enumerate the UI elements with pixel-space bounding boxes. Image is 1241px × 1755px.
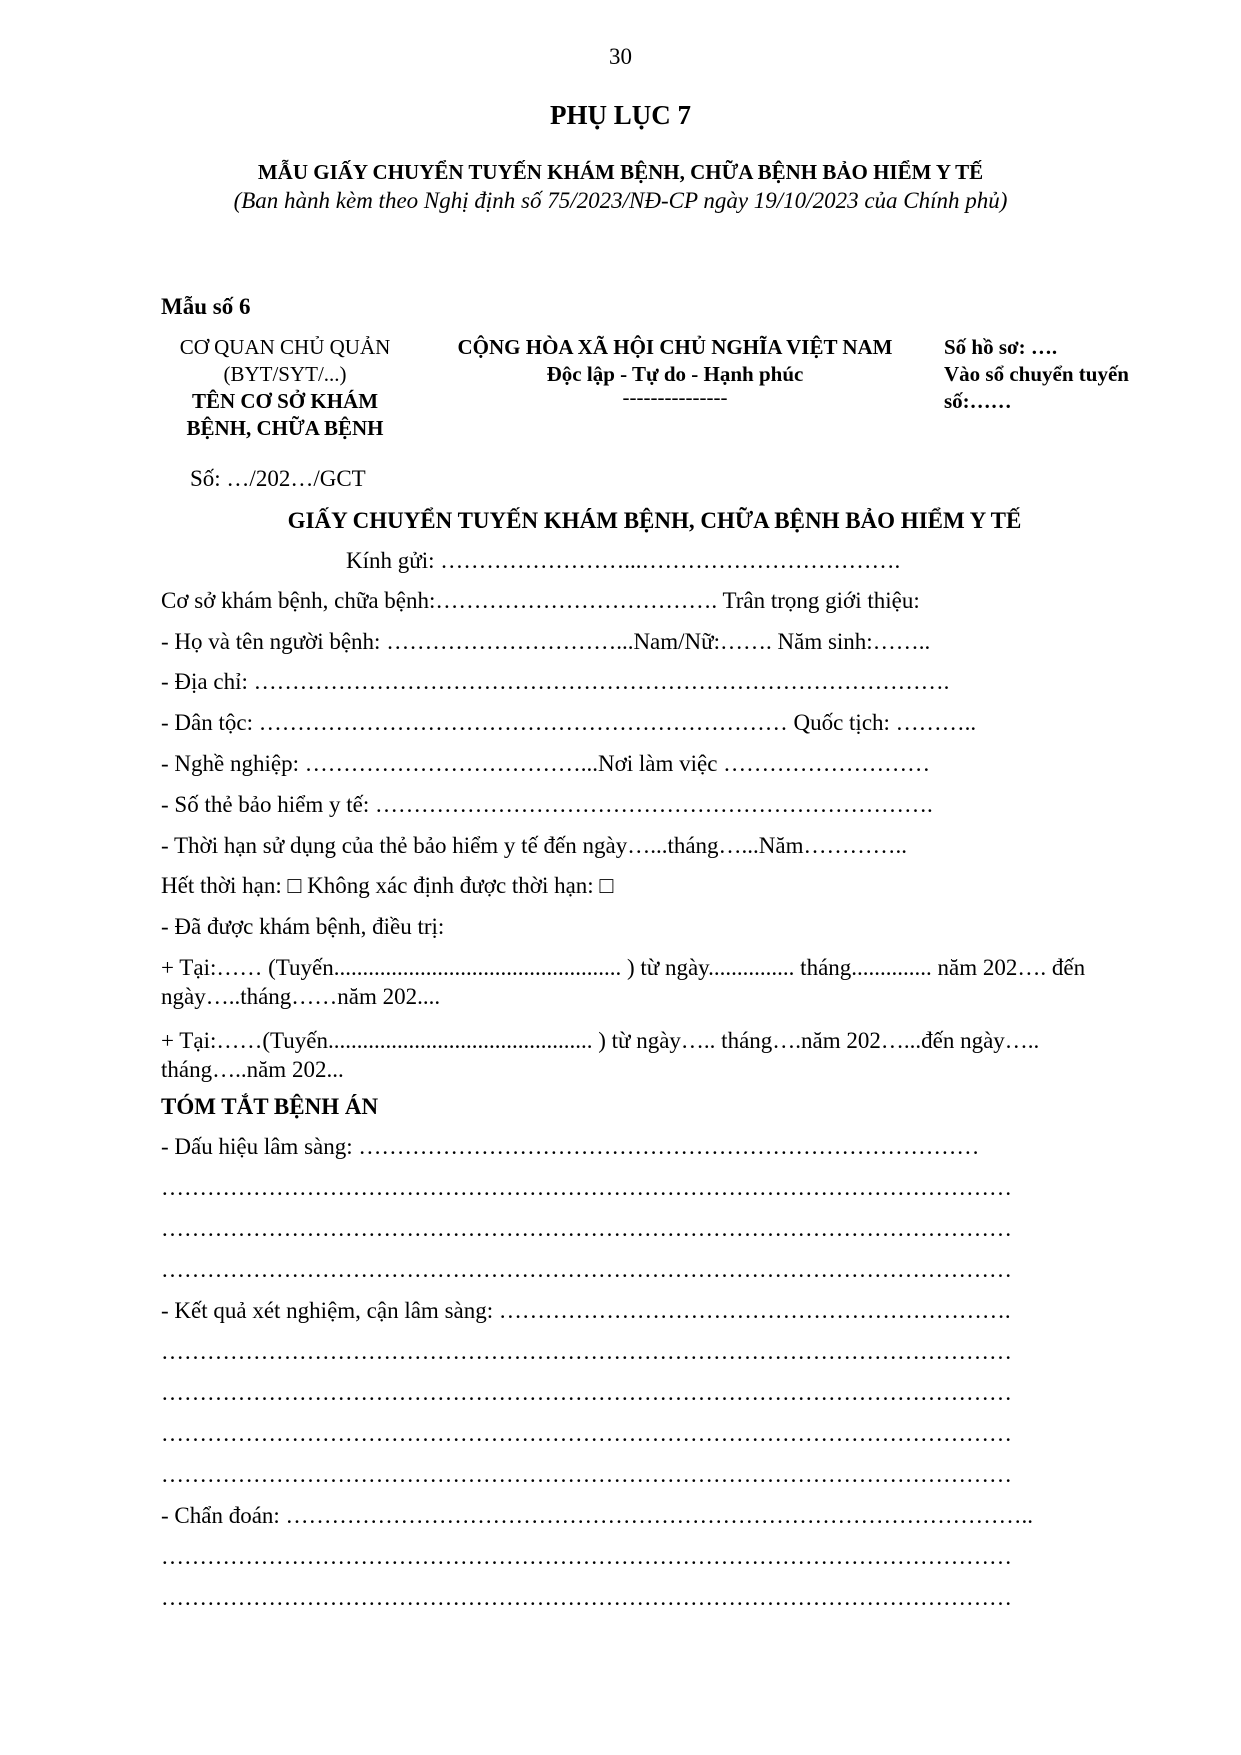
transfer-register-label: Vào sổ chuyển tuyến	[944, 362, 1129, 386]
facility-name-line2: BỆNH, CHỮA BỆNH	[186, 416, 384, 440]
diagnosis-field: - Chẩn đoán: ……………………………………………………………………………………..	[161, 1503, 1034, 1528]
lab-results-line: …………………………………………………………………………………………………	[161, 1380, 1012, 1405]
record-number: Số hồ sơ: ….	[944, 335, 1058, 359]
treatment-history-label: - Đã được khám bệnh, điều trị:	[161, 914, 445, 939]
lab-results-line: …………………………………………………………………………………………………	[161, 1421, 1012, 1446]
ethnicity-field: - Dân tộc: …………………………………………………………… Quốc tịch: ………..	[161, 710, 977, 735]
transfer-register-number: số:……	[944, 389, 1012, 413]
insurance-card-field: - Số thẻ bảo hiểm y tế: ……………………………………………………………….	[161, 792, 933, 817]
nation-name: CỘNG HÒA XÃ HỘI CHỦ NGHĨA VIỆT NAM	[457, 335, 893, 359]
lab-results-line: …………………………………………………………………………………………………	[161, 1339, 1012, 1364]
national-motto: Độc lập - Tự do - Hạnh phúc	[546, 362, 804, 386]
form-number: Mẫu số 6	[161, 294, 251, 319]
facility-name-line1: TÊN CƠ SỞ KHÁM	[191, 389, 379, 413]
clinical-signs-line: …………………………………………………………………………………………………	[161, 1216, 1012, 1241]
lab-results-line: …………………………………………………………………………………………………	[161, 1462, 1012, 1487]
recipient-field: Kính gửi: ……………………...…………………………….	[346, 548, 901, 573]
issuing-agency-block	[150, 334, 420, 442]
document-number: Số: …/202…/GCT	[190, 466, 366, 491]
document-title: GIẤY CHUYỂN TUYẾN KHÁM BỆNH, CHỮA BỆNH BẢO HIỂM Y TẾ	[287, 508, 1022, 533]
facility-field: Cơ sở khám bệnh, chữa bệnh:………………………………. Trân trọng giới thiệu:	[161, 588, 920, 613]
record-number-block	[944, 334, 1184, 415]
treatment-place-2: + Tại:……(Tuyến.............................................. ) từ ngày….. tháng….năm 202…...đến ngày….. tháng…..năm 202...	[161, 1028, 1040, 1082]
card-validity-field: - Thời hạn sử dụng của thẻ bảo hiểm y tế đến ngày…...tháng…...Năm…………..	[161, 833, 908, 858]
address-field: - Địa chỉ: ……………………………………………………………………………….	[161, 669, 950, 694]
heading-divider: ---------------	[622, 385, 728, 409]
clinical-signs-field: - Dấu hiệu lâm sàng: ………………………………………………………………………	[161, 1134, 980, 1159]
diagnosis-line: …………………………………………………………………………………………………	[161, 1585, 1012, 1610]
governing-agency: CƠ QUAN CHỦ QUẢN	[179, 335, 391, 359]
national-heading	[430, 334, 920, 409]
diagnosis-line: …………………………………………………………………………………………………	[161, 1544, 1012, 1569]
page-number: 30	[609, 44, 632, 69]
treatment-place-1: + Tại:…… (Tuyến.................................................. ) từ ngày............... tháng.............. năm 202…. đến ngày…..tháng……năm 202....	[161, 955, 1086, 1009]
appendix-title: PHỤ LỤC 7	[550, 100, 691, 130]
lab-results-field: - Kết quả xét nghiệm, cận lâm sàng: ………………………………………………………….	[161, 1298, 1011, 1323]
case-summary-title: TÓM TẮT BỆNH ÁN	[161, 1094, 379, 1119]
occupation-field: - Nghề nghiệp: ………………………………...Nơi làm việc ………………………	[161, 751, 931, 776]
form-title: MẪU GIẤY CHUYỂN TUYẾN KHÁM BỆNH, CHỮA BỆNH BẢO HIỂM Y TẾ	[257, 160, 984, 184]
governing-agency-code: (BYT/SYT/...)	[223, 362, 347, 386]
expiry-checkboxes: Hết thời hạn: □ Không xác định được thời hạn: □	[161, 873, 614, 898]
clinical-signs-line: …………………………………………………………………………………………………	[161, 1175, 1012, 1200]
decree-note: (Ban hành kèm theo Nghị định số 75/2023/NĐ-CP ngày 19/10/2023 của Chính phủ)	[233, 188, 1008, 213]
patient-name-field: - Họ và tên người bệnh: …………………………...Nam/Nữ:……. Năm sinh:……..	[161, 629, 931, 654]
clinical-signs-line: …………………………………………………………………………………………………	[161, 1257, 1012, 1282]
